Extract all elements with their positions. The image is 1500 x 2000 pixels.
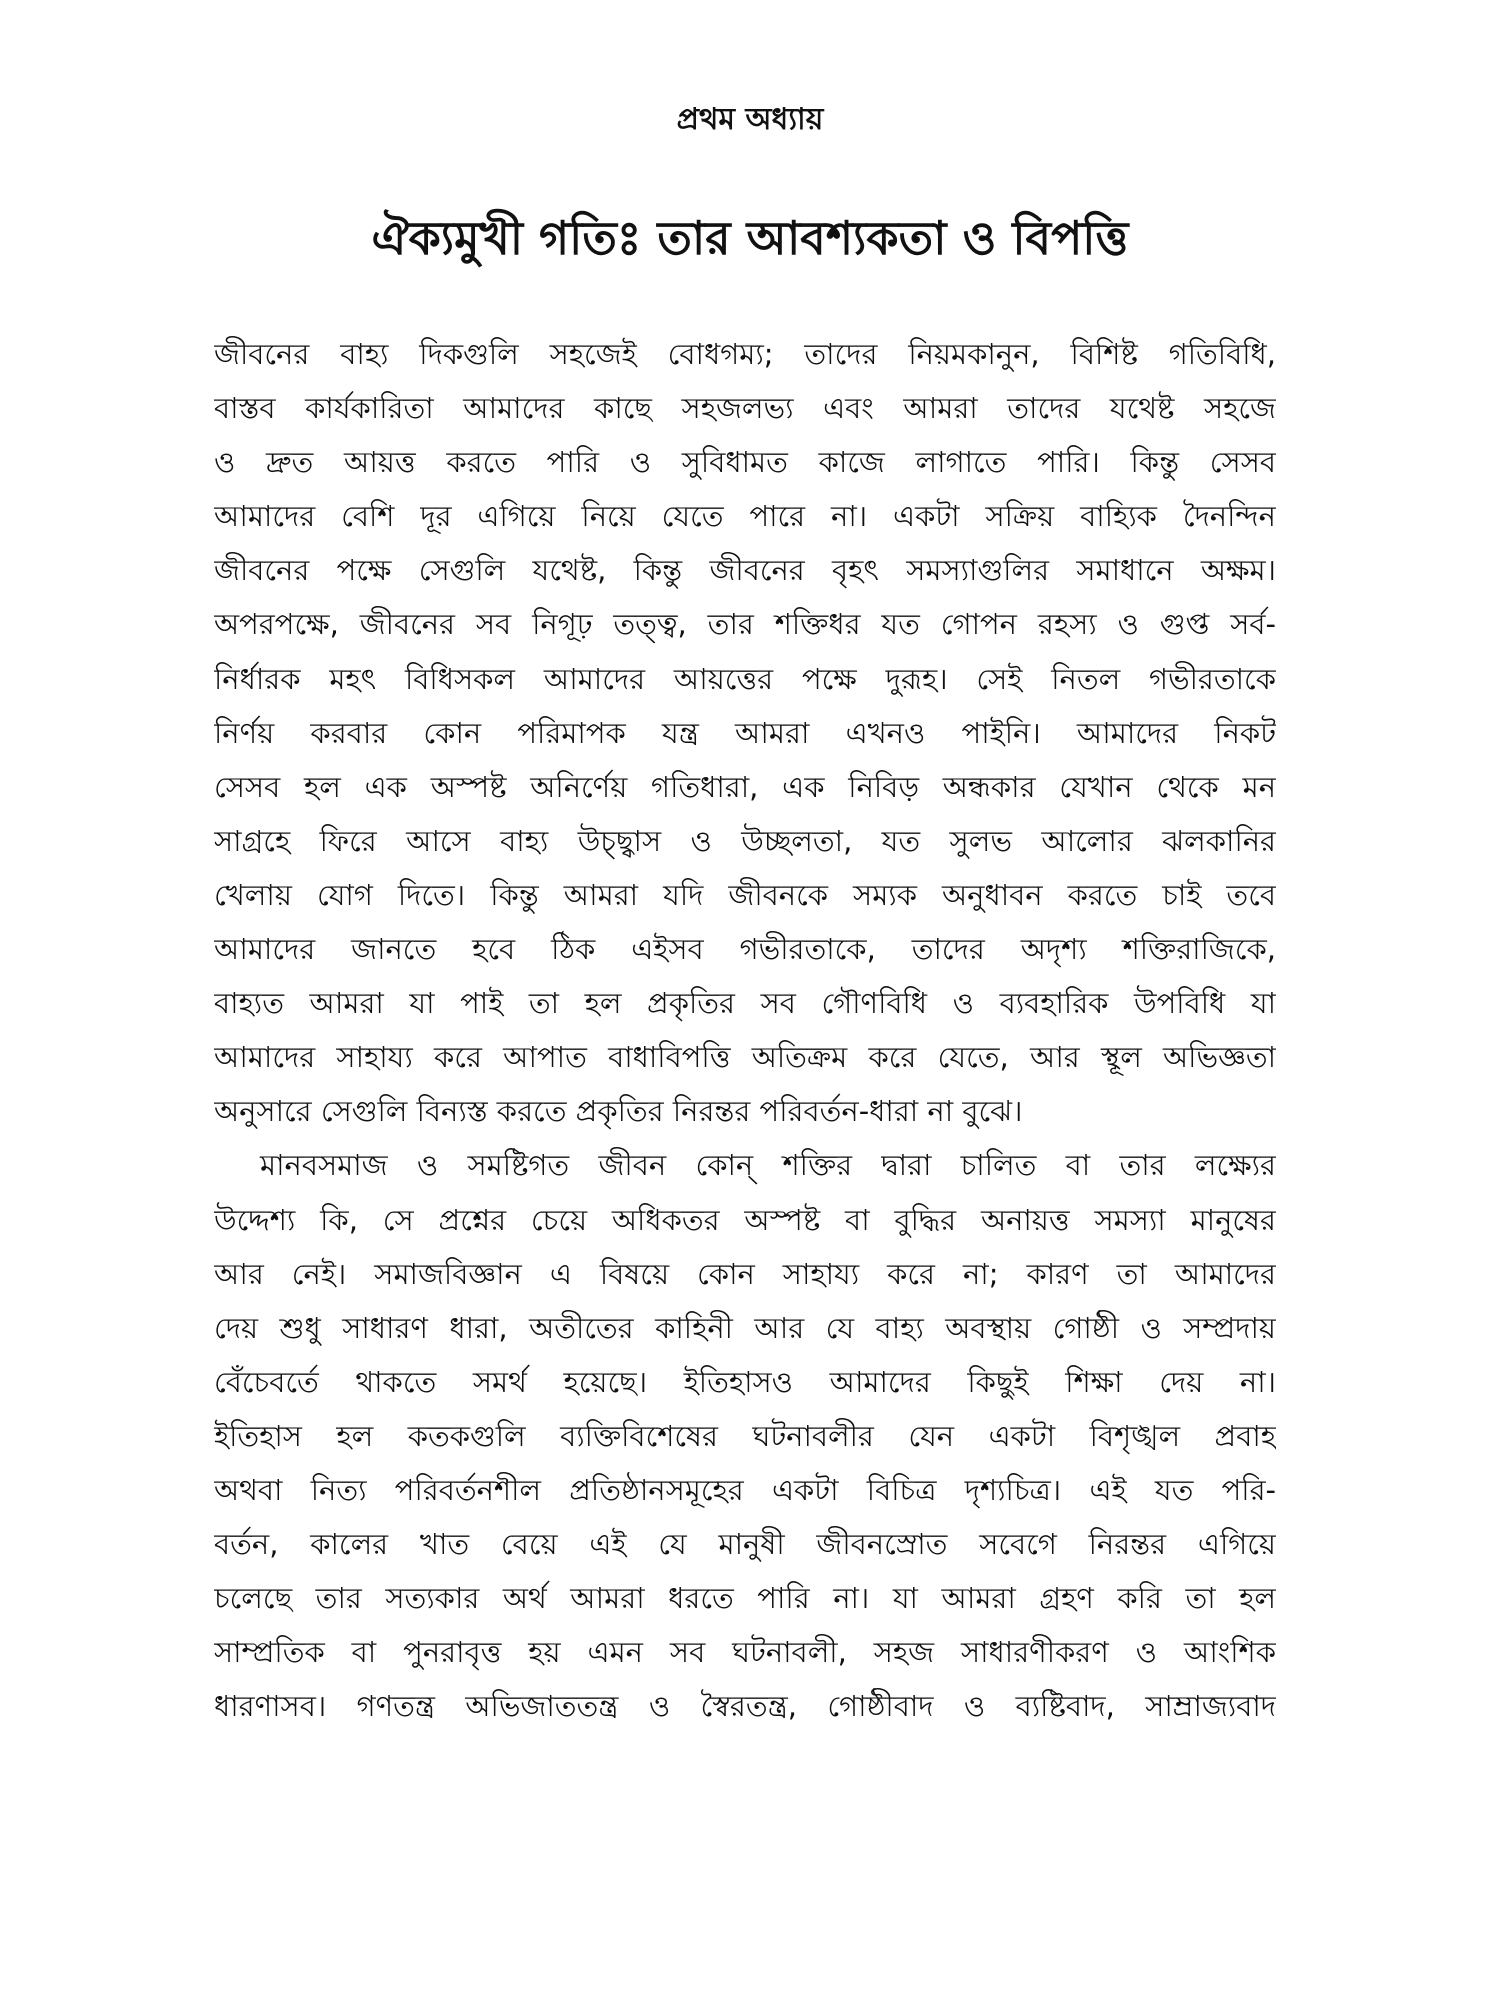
text-line: আমাদের জানতে হবে ঠিক এইসব গভীরতাকে, তাদের অদৃশ্য শক্তিরাজিকে, bbox=[214, 932, 1276, 967]
text-line: খেলায় যোগ দিতে। কিন্তু আমরা যদি জীবনকে সম্যক অনুধাবন করতে চাই তবে bbox=[214, 877, 1276, 912]
text-line: বাহ্যত আমরা যা পাই তা হল প্রকৃতির সব গৌণবিধি ও ব্যবহারিক উপবিধি যা bbox=[214, 986, 1276, 1021]
text-line: অথবা নিত্য পরিবর্তনশীল প্রতিষ্ঠানসমূহের একটা বিচিত্র দৃশ্যচিত্র। এই যত পরি- bbox=[214, 1472, 1276, 1507]
text-line: উদ্দেশ্য কি, সে প্রশ্নের চেয়ে অধিকতর অস্পষ্ট বা বুদ্ধির অনায়ত্ত সমস্যা মানুষের bbox=[214, 1202, 1276, 1237]
text-line: ধারণাসব। গণতন্ত্র অভিজাততন্ত্র ও স্বৈরতন্ত্র, গোষ্ঠীবাদ ও ব্যষ্টিবাদ, সাম্রাজ্যবাদ bbox=[214, 1689, 1276, 1724]
text-line: দেয় শুধু সাধারণ ধারা, অতীতের কাহিনী আর যে বাহ্য অবস্থায় গোষ্ঠী ও সম্প্রদায় bbox=[214, 1310, 1276, 1345]
text-line: অনুসারে সেগুলি বিন্যস্ত করতে প্রকৃতির নিরন্তর পরিবর্তন-ধারা না বুঝে। bbox=[214, 1094, 1023, 1129]
text-line: বেঁচেবর্তে থাকতে সমর্থ হয়েছে। ইতিহাসও আমাদের কিছুই শিক্ষা দেয় না। bbox=[214, 1364, 1276, 1399]
paragraph-1 bbox=[214, 327, 1276, 1138]
text-line: জীবনের বাহ্য দিকগুলি সহজেই বোধগম্য; তাদের নিয়মকানুন, বিশিষ্ট গতিবিধি, bbox=[214, 337, 1276, 371]
text-line: নির্ধারক মহৎ বিধিসকল আমাদের আয়ত্তের পক্ষে দুরূহ। সেই নিতল গভীরতাকে bbox=[214, 661, 1276, 696]
text-line: আমাদের সাহায্য করে আপাত বাধাবিপত্তি অতিক্রম করে যেতে, আর স্থূল অভিজ্ঞতা bbox=[214, 1040, 1276, 1075]
paragraph-2 bbox=[214, 1138, 1276, 1733]
text-line: জীবনের পক্ষে সেগুলি যথেষ্ট, কিন্তু জীবনের বৃহৎ সমস্যাগুলির সমাধানে অক্ষম। bbox=[214, 553, 1276, 588]
text-line: মানবসমাজ ও সমষ্টিগত জীবন কোন্ শক্তির দ্বারা চালিত বা তার লক্ষ্যের bbox=[260, 1148, 1276, 1183]
text-line: বাস্তব কার্যকারিতা আমাদের কাছে সহজলভ্য এবং আমরা তাদের যথেষ্ট সহজে bbox=[214, 391, 1276, 426]
text-line: আর নেই। সমাজবিজ্ঞান এ বিষয়ে কোন সাহায্য করে না; কারণ তা আমাদের bbox=[214, 1256, 1276, 1291]
text-line: অপরপক্ষে, জীবনের সব নিগূঢ় তত্ত্ব, তার শক্তিধর যত গোপন রহস্য ও গুপ্ত সর্ব- bbox=[214, 607, 1276, 642]
text-line: বর্তন, কালের খাত বেয়ে এই যে মানুষী জীবনস্রোত সবেগে নিরন্তর এগিয়ে bbox=[214, 1527, 1276, 1562]
text-line: ইতিহাস হল কতকগুলি ব্যক্তিবিশেষের ঘটনাবলীর যেন একটা বিশৃঙ্খল প্রবাহ bbox=[214, 1418, 1276, 1453]
chapter-title: ঐক্যমুখী গতিঃ তার আবশ্যকতা ও বিপত্তি bbox=[371, 211, 1129, 265]
text-line: সেসব হল এক অস্পষ্ট অনির্ণেয় গতিধারা, এক নিবিড় অন্ধকার যেখান থেকে মন bbox=[214, 769, 1276, 804]
body-text bbox=[214, 327, 1276, 1733]
text-line: নির্ণয় করবার কোন পরিমাপক যন্ত্র আমরা এখনও পাইনি। আমাদের নিকট bbox=[214, 715, 1276, 750]
text-line: ও দ্রুত আয়ত্ত করতে পারি ও সুবিধামত কাজে লাগাতে পারি। কিন্তু সেসব bbox=[214, 445, 1276, 480]
text-line: সাম্প্রতিক বা পুনরাবৃত্ত হয় এমন সব ঘটনাবলী, সহজ সাধারণীকরণ ও আংশিক bbox=[214, 1635, 1276, 1670]
text-line: চলেছে তার সত্যকার অর্থ আমরা ধরতে পারি না। যা আমরা গ্রহণ করি তা হল bbox=[214, 1581, 1276, 1616]
text-line: আমাদের বেশি দূর এগিয়ে নিয়ে যেতে পারে না। একটা সক্রিয় বাহ্যিক দৈনন্দিন bbox=[214, 499, 1276, 534]
text-line: সাগ্রহে ফিরে আসে বাহ্য উচ্ছ্বাস ও উচ্ছলতা, যত সুলভ আলোর ঝলকানির bbox=[214, 823, 1276, 858]
chapter-label: প্রথম অধ্যায় bbox=[676, 102, 824, 137]
